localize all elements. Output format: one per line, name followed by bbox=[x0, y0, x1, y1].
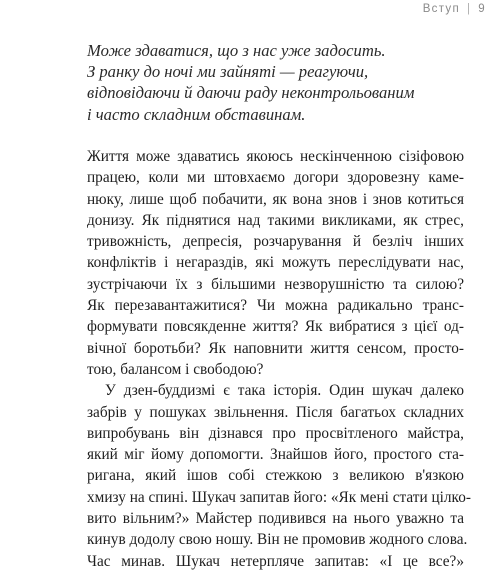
running-head-section: Вступ bbox=[422, 3, 460, 15]
paragraph-2-line: вито вільним?» Майстер подивився на нього уважно та bbox=[87, 510, 464, 528]
paragraph-1-line: Як перезавантажитися? Чи можна радикально транс- bbox=[87, 297, 464, 315]
paragraph-1-line: донизу. Як піднятися над такими викликами, як стрес, bbox=[87, 211, 464, 229]
paragraph-2-line: кинув додолу свою ношу. Він не промовив жодного слова. bbox=[87, 531, 468, 549]
paragraph-2-line: ригана, який ішов собі стежкою з великою в'язкою bbox=[87, 467, 464, 485]
paragraph-1-line: Життя може здаватись якоюсь нескінченною сізіфовою bbox=[87, 148, 464, 165]
paragraph-2-line: хмизу на спині. Шукач запитав його: «Як мені стати цілко- bbox=[87, 488, 471, 506]
epigraph-line: і часто складним обставинам. bbox=[87, 104, 306, 124]
paragraph-1-line: працею, коли ми штовхаємо догори здоровезну каме- bbox=[87, 169, 464, 187]
paragraph-1-line: зустрічаючи їх з більшими незворушністю та силою? bbox=[87, 275, 464, 293]
epigraph-line: Може здаватися, що з нас уже задосить. bbox=[87, 41, 386, 60]
epigraph-line: відповідаючи й даючи раду неконтрольованим bbox=[87, 83, 415, 103]
paragraph-1-line: формувати повсякденне життя? Як вибратися з цієї од- bbox=[87, 318, 464, 336]
paragraph-2-line: У дзен-буддизмі є така історія. Один шукач далеко bbox=[105, 382, 464, 400]
paragraph-2-line: випробувань він дізнався про просвітленого майстра, bbox=[87, 424, 464, 442]
running-head bbox=[423, 3, 486, 15]
paragraph-1-line: тою, балансом і свободою? bbox=[87, 360, 264, 378]
paragraph-2-line: забрів у пошуках звільнення. Після багатьох складних bbox=[87, 403, 464, 421]
epigraph-line: З ранку до ночі ми зайняті — реагуючи, bbox=[87, 62, 369, 82]
paragraph-2-line: Час минав. Шукач нетерпляче запитав: «І це все?» bbox=[87, 552, 464, 570]
paragraph-2-line: який міг йому допомогти. Знайшов його, простого ста- bbox=[87, 446, 464, 464]
paragraph-1-line: конфліктів і негараздів, які можуть переслідувати нас, bbox=[87, 254, 464, 272]
paragraph-1-line: вічної боротьби? Як наповнити життя сенсом, просто- bbox=[87, 339, 464, 357]
epigraph bbox=[87, 40, 467, 125]
body-text bbox=[87, 146, 471, 572]
paragraph-1-line: тривожність, депресія, розчарування й безліч інших bbox=[87, 233, 464, 251]
running-head-separator: | bbox=[467, 3, 472, 15]
page-number: 9 bbox=[478, 3, 486, 15]
paragraph-1-line: нюку, лише щоб побачити, як вона знов і знов котиться bbox=[87, 190, 464, 208]
